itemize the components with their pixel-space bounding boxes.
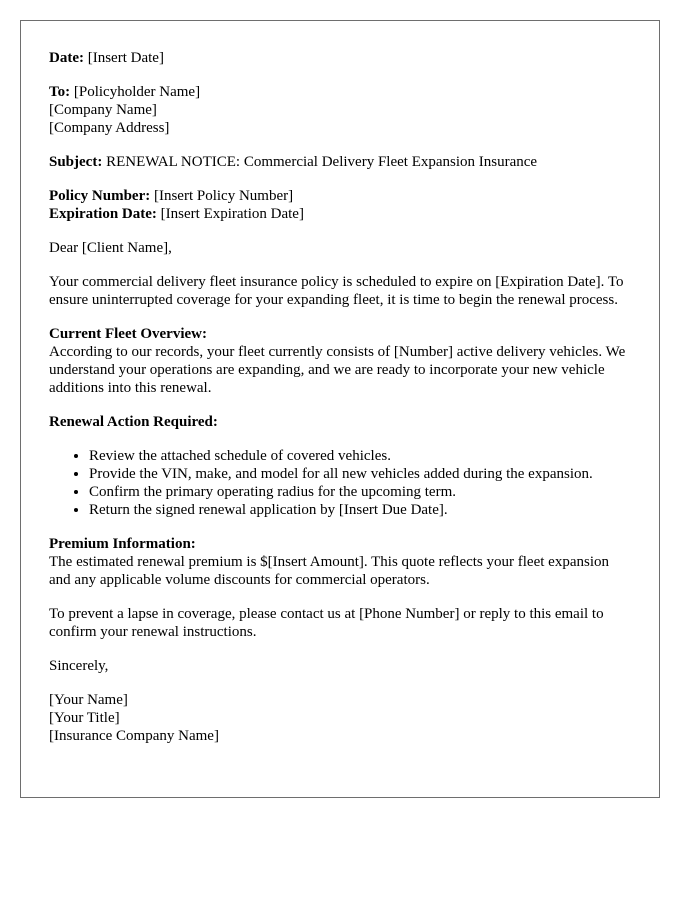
policy-number-value: [Insert Policy Number] xyxy=(153,188,294,204)
date-value: [Insert Date] xyxy=(87,50,164,66)
signature-block xyxy=(49,691,631,745)
insurance-company-name: [Insurance Company Name] xyxy=(49,728,219,744)
fleet-overview-text: According to our records, your fleet currently consists of [Number] active delivery vehicles. We understand your operations are expanding, and we are ready to incorporate your new vehicle additions into this renewal. xyxy=(49,344,626,396)
renewal-action-heading: Renewal Action Required: xyxy=(49,414,218,430)
signer-title: [Your Title] xyxy=(49,710,120,726)
recipient-block xyxy=(49,83,631,137)
fleet-overview-section xyxy=(49,325,631,397)
date-block xyxy=(49,49,631,67)
closing-paragraph: To prevent a lapse in coverage, please contact us at [Phone Number] or reply to this email to confirm your renewal instructions. xyxy=(49,606,604,640)
premium-heading: Premium Information: xyxy=(49,536,196,552)
list-item: • Return the signed renewal application by [Insert Due Date]. xyxy=(89,501,631,519)
salutation: Dear [Client Name], xyxy=(49,240,172,256)
expiration-date-value: [Insert Expiration Date] xyxy=(160,206,304,222)
subject-value: RENEWAL NOTICE: Commercial Delivery Fleet Expansion Insurance xyxy=(106,154,538,170)
signer-name: [Your Name] xyxy=(49,692,128,708)
subject-block xyxy=(49,153,631,171)
to-label: To: xyxy=(49,84,71,100)
premium-section xyxy=(49,535,631,589)
list-item: • Review the attached schedule of covered vehicles. xyxy=(89,447,631,465)
company-name: [Company Name] xyxy=(49,102,157,118)
renewal-action-section xyxy=(49,413,631,431)
expiration-date-label: Expiration Date: xyxy=(49,206,157,222)
premium-text: The estimated renewal premium is $[Insert Amount]. This quote reflects your fleet expansion and any applicable volume discounts for commercial operators. xyxy=(49,554,609,588)
list-item: • Confirm the primary operating radius for the upcoming term. xyxy=(89,483,631,501)
policyholder-name: [Policyholder Name] xyxy=(73,84,201,100)
date-label: Date: xyxy=(49,50,84,66)
list-item: • Provide the VIN, make, and model for all new vehicles added during the expansion. xyxy=(89,465,631,483)
letter-document xyxy=(20,20,660,798)
company-address: [Company Address] xyxy=(49,120,170,136)
policy-block xyxy=(49,187,631,223)
policy-number-label: Policy Number: xyxy=(49,188,151,204)
intro-paragraph: Your commercial delivery fleet insurance policy is scheduled to expire on [Expiration Date]. To ensure uninterrupted coverage for your expanding fleet, it is time to begin the renewal process. xyxy=(49,274,624,308)
subject-label: Subject: xyxy=(49,154,103,170)
fleet-overview-heading: Current Fleet Overview: xyxy=(49,326,207,342)
renewal-action-list xyxy=(49,447,631,519)
sign-off: Sincerely, xyxy=(49,658,109,674)
